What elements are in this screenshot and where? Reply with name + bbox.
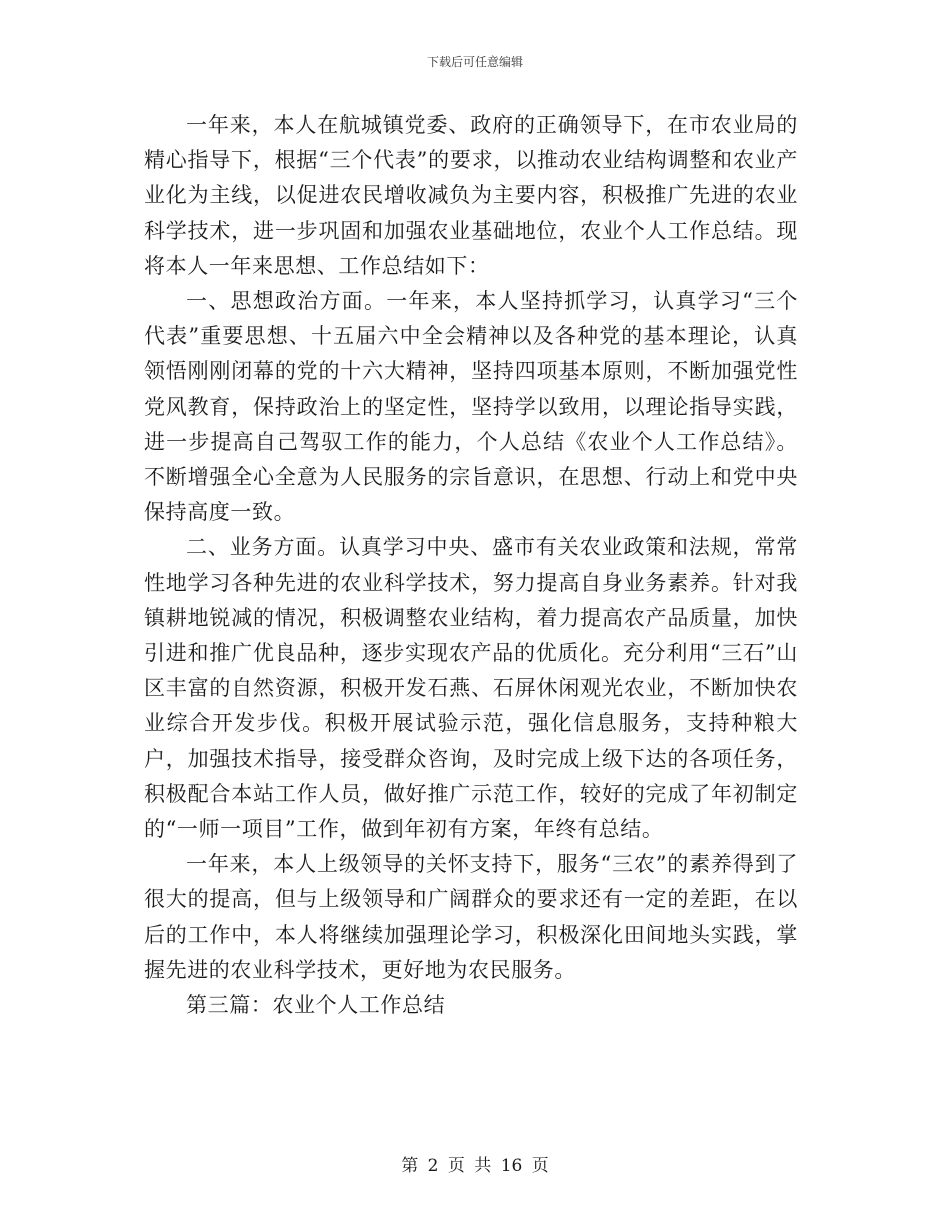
document-body [144,108,798,1023]
paragraph-intro: 一年来，本人在航城镇党委、政府的正确领导下，在市农业局的精心指导下，根据“三个代表”的要求，以推动农业结构调整和农业产业化为主线，以促进农民增收减负为主要内容，积极推广先进的农业科学技术，进一步巩固和加强农业基础地位，农业个人工作总结。现将本人一年来思想、工作总结如下： [144,113,798,278]
paragraph-business: 二、业务方面。认真学习中央、盛市有关农业政策和法规，常常性地学习各种先进的农业科学技术，努力提高自身业务素养。针对我镇耕地锐减的情况，积极调整农业结构，着力提高农产品质量，加快引进和推广优良品种，逐步实现农产品的优质化。充分利用“三石”山区丰富的自然资源，积极开发石燕、石屏休闲观光农业，不断加快农业综合开发步伐。积极开展试验示范，强化信息服务，支持种粮大户，加强技术指导，接受群众咨询，及时完成上级下达的各项任务，积极配合本站工作人员，做好推广示范工作，较好的完成了年初制定的“一师一项目”工作，做到年初有方案，年终有总结。 [144,535,798,842]
paragraph-conclusion: 一年来，本人上级领导的关怀支持下，服务“三农”的素养得到了很大的提高，但与上级领导和广阔群众的要求还有一定的差距，在以后的工作中，本人将继续加强理论学习，积极深化田间地头实践，掌握先进的农业科学技术，更好地为农民服务。 [144,852,798,982]
section-heading: 第三篇：农业个人工作总结 [186,993,446,1018]
header-note: 下载后可任意编辑 [426,55,523,69]
paragraph-ideology: 一、思想政治方面。一年来，本人坚持抓学习，认真学习“三个代表”重要思想、十五届六中全会精神以及各种党的基本理论，认真领悟刚刚闭幕的党的十六大精神，坚持四项基本原则，不断加强党性党风教育，保持政治上的坚定性，坚持学以致用，以理论指导实践，进一步提高自己驾驭工作的能力，个人总结《农业个人工作总结》。不断增强全心全意为人民服务的宗旨意识，在思想、行动上和党中央保持高度一致。 [144,289,798,525]
page-number: 第 2 页 共 16 页 [401,1156,549,1176]
